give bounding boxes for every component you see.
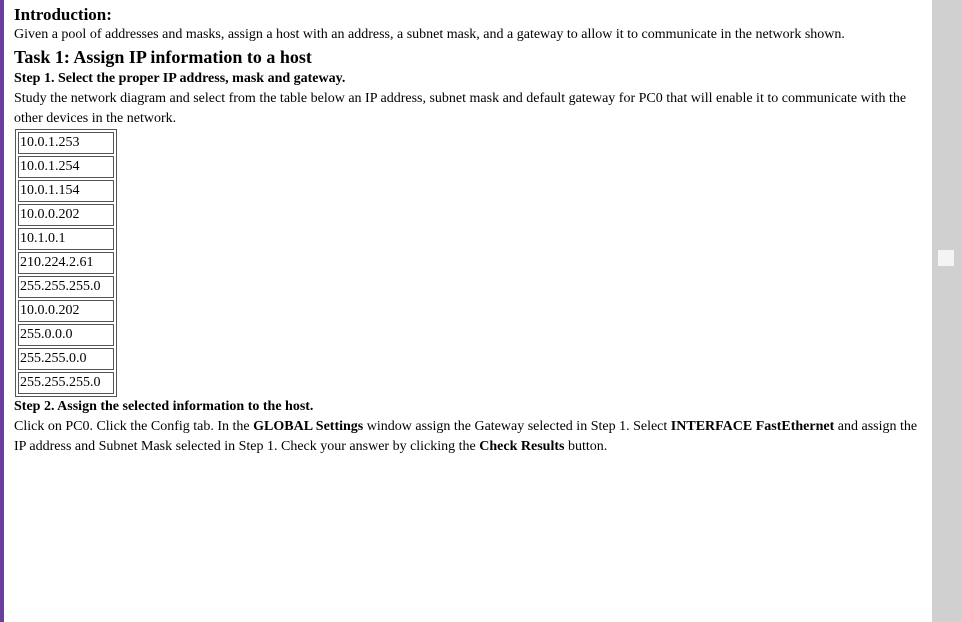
table-row (18, 228, 114, 250)
table-cell: 10.0.0.202 (18, 300, 114, 322)
table-cell: 255.255.255.0 (18, 372, 114, 394)
table-cell: 210.224.2.61 (18, 252, 114, 274)
table-cell: 10.1.0.1 (18, 228, 114, 250)
vertical-scrollbar[interactable] (932, 0, 962, 622)
table-cell: 255.255.255.0 (18, 276, 114, 298)
table-cell: 10.0.1.253 (18, 132, 114, 154)
interface-fastethernet-emphasis: INTERFACE FastEthernet (670, 419, 835, 434)
table-cell: 255.0.0.0 (18, 324, 114, 346)
global-settings-emphasis: GLOBAL Settings (253, 419, 364, 434)
table-row (18, 348, 114, 370)
step2-text-part: Click on PC0. Click the Config tab. In the (14, 419, 254, 434)
intro-text: Given a pool of addresses and masks, assign a host with an address, a subnet mask, and a gateway to allow it to communicate in the network shown. (14, 27, 845, 42)
step2-text (14, 417, 926, 457)
scrollbar-thumb[interactable] (938, 250, 954, 266)
left-border (0, 0, 4, 622)
table-row (18, 204, 114, 226)
table-row (18, 276, 114, 298)
task-heading: Task 1: Assign IP information to a host (14, 47, 312, 67)
instructions-pane (14, 0, 926, 622)
table-row (18, 324, 114, 346)
step2-text-part: and assign the IP address and Subnet Mask selected in Step 1. Check your answer by clicking the (14, 419, 918, 454)
step1-text: Study the network diagram and select from the table below an IP address, subnet mask and default gateway for PC0 that will enable it to communicate with the other devices in the network. (14, 91, 907, 126)
table-row (18, 300, 114, 322)
table-cell: 10.0.1.254 (18, 156, 114, 178)
table-cell: 10.0.0.202 (18, 204, 114, 226)
table-row (18, 180, 114, 202)
step2-text-part: window assign the Gateway selected in Step 1. Select (363, 419, 671, 434)
table-cell: 255.255.0.0 (18, 348, 114, 370)
intro-heading: Introduction: (14, 5, 112, 24)
table-row (18, 132, 114, 154)
table-row (18, 156, 114, 178)
step2-text-part: button. (564, 439, 608, 454)
table-row (18, 372, 114, 394)
table-row (18, 252, 114, 274)
check-results-emphasis: Check Results (479, 439, 565, 454)
step1-heading: Step 1. Select the proper IP address, mask and gateway. (14, 71, 346, 86)
step2-heading: Step 2. Assign the selected information to the host. (14, 399, 314, 414)
address-table (15, 129, 117, 397)
table-cell: 10.0.1.154 (18, 180, 114, 202)
